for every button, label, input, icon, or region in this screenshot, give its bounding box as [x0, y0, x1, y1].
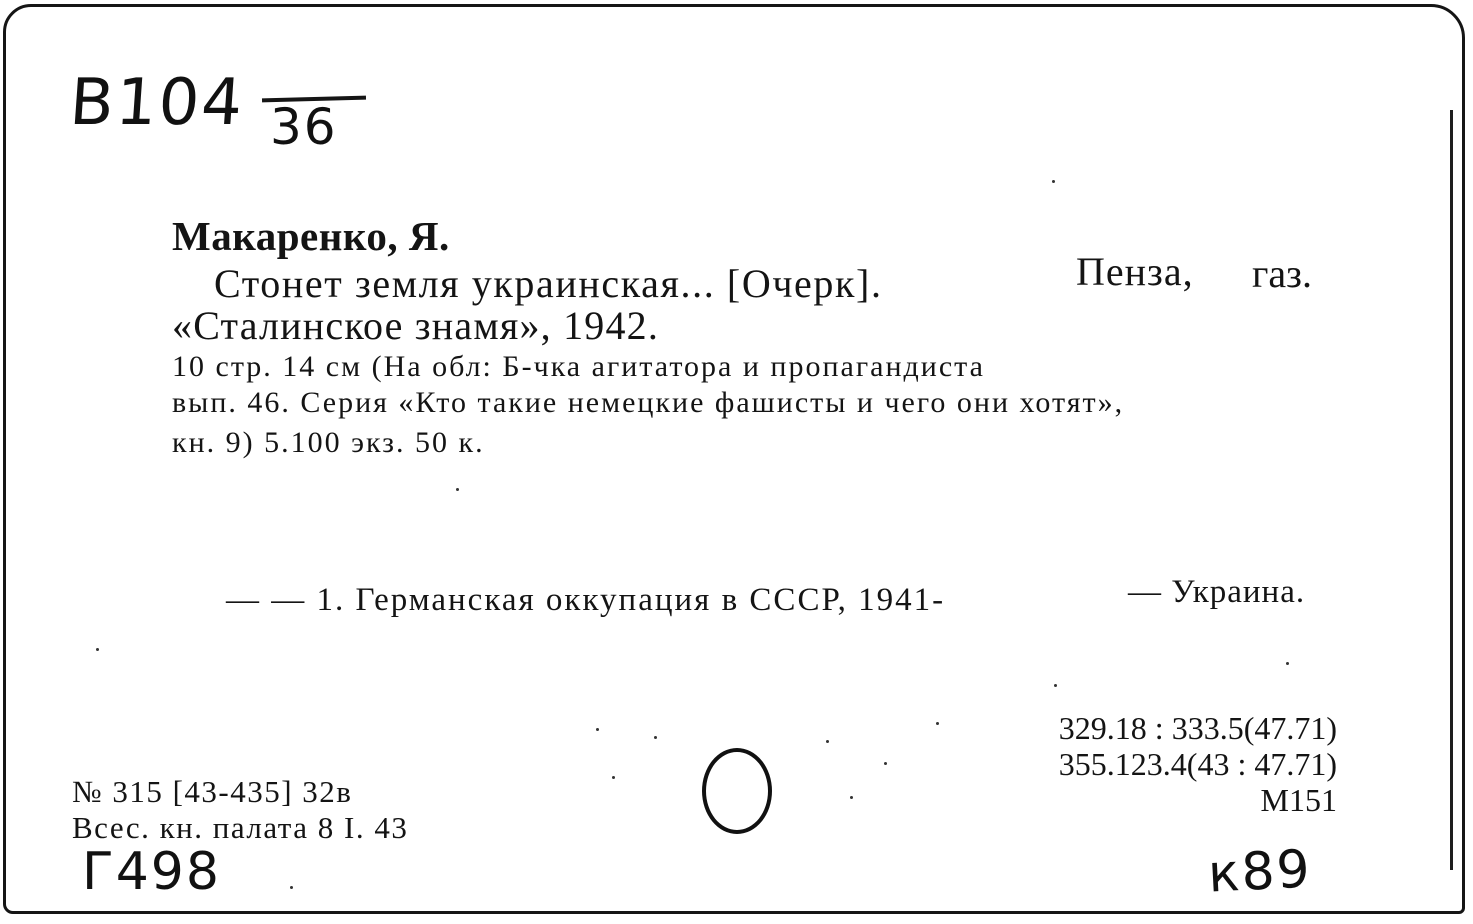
- inventory-number-left: Г498: [82, 842, 221, 902]
- ink-speck: [1286, 662, 1289, 665]
- entry-description-line1: 10 стр. 14 см (На обл: Б-чка агитатора и пропагандиста: [172, 350, 985, 383]
- classification-line1: 329.18 : 333.5(47.71): [1058, 710, 1337, 746]
- ink-speck: [290, 886, 293, 889]
- ink-speck: [936, 722, 939, 725]
- ink-speck: [826, 740, 829, 743]
- classification-line2: 355.123.4(43 : 47.71): [1058, 746, 1337, 782]
- card-right-edge: [1450, 110, 1453, 870]
- subject-heading: — — 1. Германская оккупация в СССР, 1941-: [226, 582, 946, 618]
- entry-title-line2: «Сталинское знамя», 1942.: [172, 303, 660, 348]
- ink-speck: [96, 648, 99, 651]
- entry-title-place: Пенза,: [1076, 249, 1194, 294]
- shelfmark-main: B104: [67, 66, 247, 140]
- ink-speck: [456, 488, 459, 491]
- entry-title-line1: Стонет земля украинская... [Очерк].: [214, 261, 883, 306]
- ink-speck: [884, 762, 887, 765]
- entry-title-gaz: газ.: [1252, 251, 1312, 296]
- punch-hole: [702, 748, 772, 834]
- entry-author: Макаренко, Я.: [172, 213, 450, 259]
- ink-speck: [612, 776, 615, 779]
- ink-speck: [1052, 180, 1055, 183]
- ink-speck: [1054, 684, 1057, 687]
- inventory-number-right: к89: [1206, 839, 1314, 905]
- registry-chamber: Всес. кн. палата 8 I. 43: [72, 810, 409, 845]
- registry-number: № 315 [43-435] 32в: [72, 774, 353, 809]
- ink-speck: [654, 736, 657, 739]
- ink-speck: [850, 796, 853, 799]
- ink-speck: [596, 728, 599, 731]
- subject-region: — Украина.: [1128, 574, 1306, 610]
- entry-description-line2: вып. 46. Серия «Кто такие немецкие фашисты и чего они хотят»,: [172, 386, 1125, 419]
- shelfmark-sub: 36: [270, 98, 338, 156]
- entry-description-line3: кн. 9) 5.100 экз. 50 к.: [172, 426, 485, 459]
- classification-line3: М151: [1260, 782, 1337, 818]
